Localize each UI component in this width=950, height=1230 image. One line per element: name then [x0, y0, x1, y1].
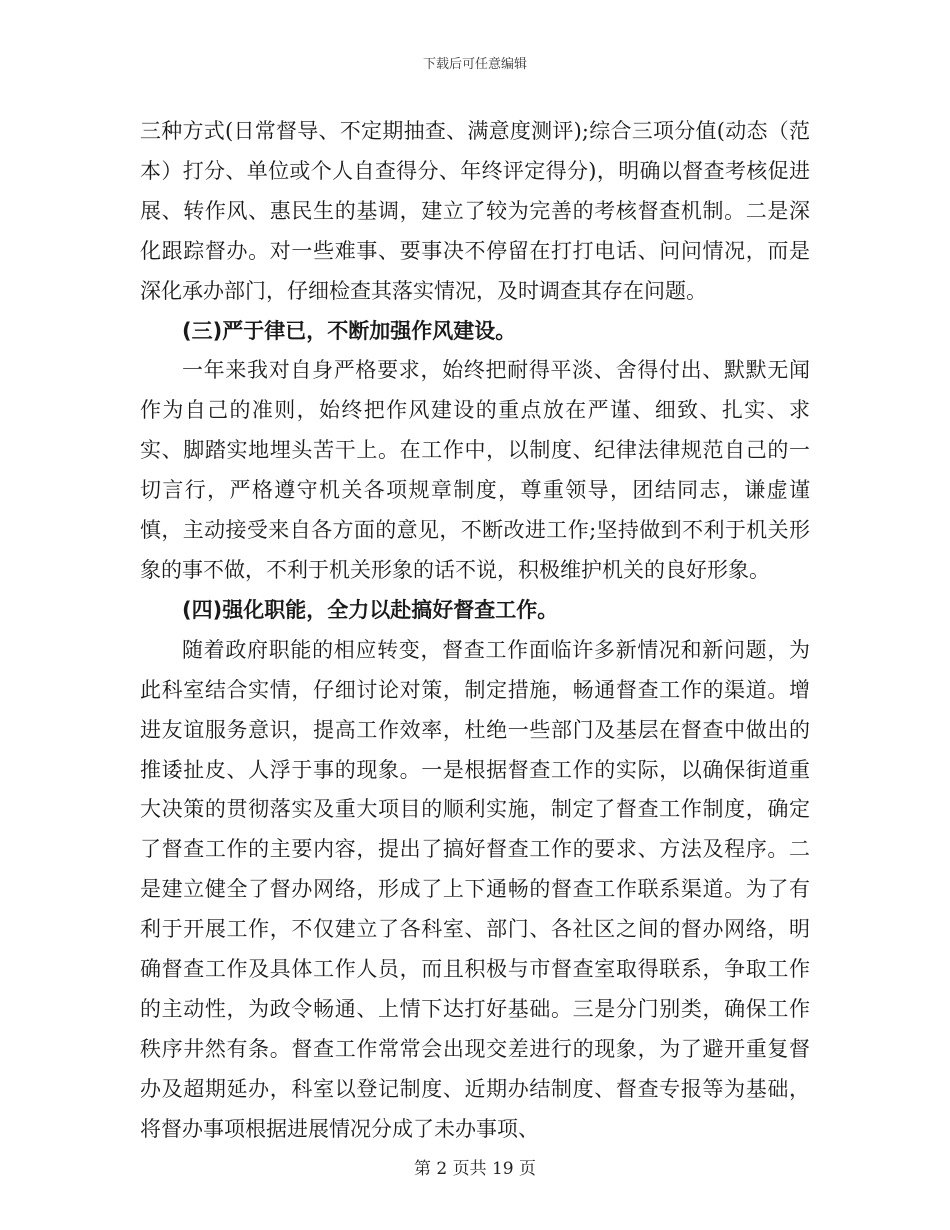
page-footer-page-number: 第 2 页共 19 页 — [413, 1159, 537, 1179]
section-heading-4: (四)强化职能，全力以赴搞好督查工作。 — [182, 597, 559, 622]
paragraph-assessment-methods: 三种方式(日常督导、不定期抽查、满意度测评);综合三项分值(动态（范本）打分、单位或个人自查得分、年终评定得分)，明确以督查考核促进展、转作风、惠民生的基调，建立了较为完善的考核督查机制。二是深化跟踪督办。对一些难事、要事决不停留在打打电话、问问情况，而是深化承办部门，仔细检查其落实情况，及时调查其存在问题。 — [140, 119, 810, 303]
document-body — [140, 112, 810, 1150]
paragraph-supervision-work: 随着政府职能的相应转变，督查工作面临许多新情况和新问题，为此科室结合实情，仔细讨论对策，制定措施，畅通督查工作的渠道。增进友谊服务意识，提高工作效率，杜绝一些部门及基层在督查中做出的推诿扯皮、人浮于事的现象。一是根据督查工作的实际，以确保街道重大决策的贯彻落实及重大项目的顺利实施，制定了督查工作制度，确定了督查工作的主要内容，提出了搞好督查工作的要求、方法及程序。二是建立健全了督办网络，形成了上下通畅的督查工作联系渠道。为了有利于开展工作，不仅建立了各科室、部门、各社区之间的督办网络，明确督查工作及具体工作人员，而且积极与市督查室取得联系，争取工作的主动性，为政令畅通、上情下达打好基础。三是分门别类，确保工作秩序井然有条。督查工作常常会出现交差进行的现象，为了避开重复督办及超期延办，科室以登记制度、近期办结制度、督查专报等为基础，将督办事项根据进展情况分成了未办事项、 — [140, 637, 810, 1141]
page-header-note: 下载后可任意编辑 — [422, 57, 527, 72]
section-heading-3: (三)严于律已，不断加强作风建设。 — [182, 318, 517, 343]
paragraph-work-style: 一年来我对自身严格要求，始终把耐得平淡、舍得付出、默默无闻作为自己的准则，始终把作风建设的重点放在严谨、细致、扎实、求实、脚踏实地埋头苦干上。在工作中，以制度、纪律法律规范自己的一切言行，严格遵守机关各项规章制度，尊重领导，团结同志，谦虚谨慎，主动接受来自各方面的意见，不断改进工作;坚持做到不利于机关形象的事不做，不利于机关形象的话不说，积极维护机关的良好形象。 — [140, 358, 810, 582]
